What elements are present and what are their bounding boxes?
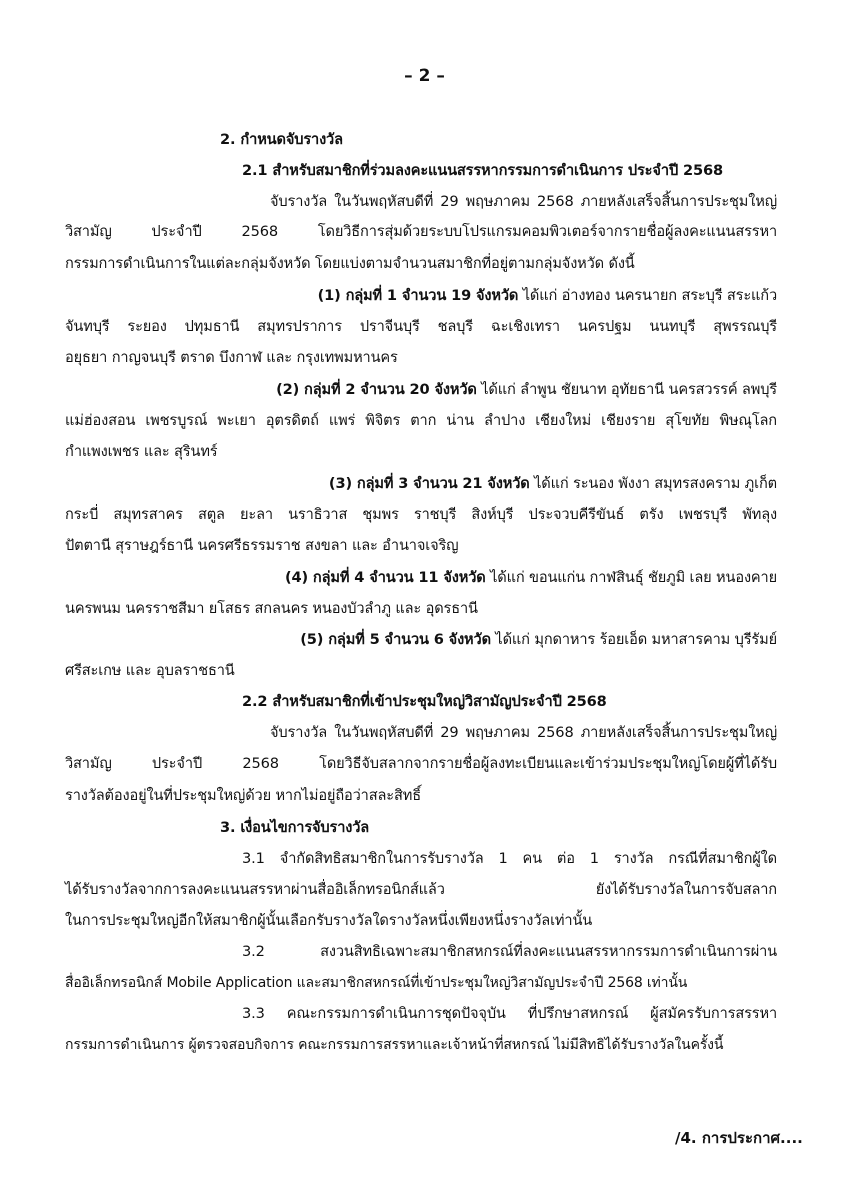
group-1-label: (1) กลุ่มที่ 1 จำนวน 19 จังหวัด (317, 287, 519, 304)
paragraph-line: จับรางวัล ในวันพฤหัสบดีที่ 29 พฤษภาคม 2568 ภายหลังเสร็จสิ้นการประชุมใหญ่ (270, 193, 777, 210)
paragraph-line: วิสามัญ ประจำปี 2568 โดยวิธีจับสลากจากรายชื่อผู้ลงทะเบียนและเข้าร่วมประชุมใหญ่โดยผู้ที่ได้รับ (65, 755, 777, 772)
paragraph-line: จับรางวัล ในวันพฤหัสบดีที่ 29 พฤษภาคม 2568 ภายหลังเสร็จสิ้นการประชุมใหญ่ (270, 724, 777, 741)
group-3-provinces: ได้แก่ ระนอง พังงา สมุทรสงคราม ภูเก็ต (529, 475, 777, 492)
province-line: นครพนม นครราชสีมา ยโสธร สกลนคร หนองบัวลำภู และ อุดรธานี (65, 600, 478, 617)
section-2-heading: 2. กำหนดจับรางวัล (220, 131, 343, 148)
group-3-label: (3) กลุ่มที่ 3 จำนวน 21 จังหวัด (328, 475, 530, 492)
paragraph-line: วิสามัญ ประจำปี 2568 โดยวิธีการสุ่มด้วยระบบโปรแกรมคอมพิวเตอร์จากรายชื่อผู้ลงคะแนนสรรหา (65, 223, 777, 240)
paragraph-line: ได้รับรางวัลจากการลงคะแนนสรรหาผ่านสื่ออิเล็กทรอนิกส์แล้ว ยังได้รับรางวัลในการจับสลาก (65, 881, 777, 898)
group-5-provinces: ได้แก่ มุกดาหาร ร้อยเอ็ด มหาสารคาม บุรีรัมย์ (490, 631, 777, 648)
province-line: กำแพงเพชร และ สุรินทร์ (65, 443, 218, 460)
section-2-2-heading: 2.2 สำหรับสมาชิกที่เข้าประชุมใหญ่วิสามัญประจำปี 2568 (242, 693, 607, 710)
group-2-label: (2) กลุ่มที่ 2 จำนวน 20 จังหวัด (276, 381, 477, 398)
paragraph-line: 3.2 สงวนสิทธิเฉพาะสมาชิกสหกรณ์ที่ลงคะแนนสรรหากรรมการดำเนินการผ่าน (242, 943, 777, 960)
group-4-label: (4) กลุ่มที่ 4 จำนวน 11 จังหวัด (284, 569, 486, 586)
group-4-first-line (262, 568, 777, 588)
section-3-heading: 3. เงื่อนไขการจับรางวัล (220, 819, 370, 836)
province-line: ศรีสะเกษ และ อุบลราชธานี (65, 662, 235, 679)
group-5-label: (5) กลุ่มที่ 5 จำนวน 6 จังหวัด (300, 631, 491, 648)
group-1-first-line (262, 286, 777, 306)
group-2-first-line (262, 380, 777, 400)
paragraph-line: 3.1 จำกัดสิทธิสมาชิกในการรับรางวัล 1 คน ต่อ 1 รางวัล กรณีที่สมาชิกผู้ใด (242, 850, 777, 867)
group-5-first-line (262, 630, 777, 650)
group-3-first-line (262, 474, 777, 494)
paragraph-line: กรรมการดำเนินการ ผู้ตรวจสอบกิจการ คณะกรรมการสรรหาและเจ้าหน้าที่สหกรณ์ ไม่มีสิทธิได้รับรางวัลในครั้งนี้ (65, 1037, 724, 1053)
group-4-provinces: ได้แก่ ขอนแก่น กาฬสินธุ์ ชัยภูมิ เลย หนองคาย (485, 569, 777, 586)
group-2-provinces: ได้แก่ ลำพูน ชัยนาท อุทัยธานี นครสวรรค์ ลพบุรี (476, 381, 777, 398)
province-line: อยุธยา กาญจนบุรี ตราด บึงกาฬ และ กรุงเทพมหานคร (65, 349, 398, 366)
paragraph-line: รางวัลต้องอยู่ในที่ประชุมใหญ่ด้วย หากไม่อยู่ถือว่าสละสิทธิ์ (65, 787, 421, 804)
page-number: – 2 – (404, 66, 445, 86)
province-line: กระบี่ สมุทรสาคร สตูล ยะลา นราธิวาส ชุมพร ราชบุรี สิงห์บุรี ประจวบคีรีขันธ์ ตรัง เพชรบุรี พัทลุง (65, 506, 777, 523)
paragraph-line: สื่ออิเล็กทรอนิกส์ Mobile Application และสมาชิกสหกรณ์ที่เข้าประชุมใหญ่วิสามัญประจำปี 2568 เท่านั้น (65, 975, 688, 991)
province-line: จันทบุรี ระยอง ปทุมธานี สมุทรปราการ ปราจีนบุรี ชลบุรี ฉะเชิงเทรา นครปฐม นนทบุรี สุพรรณบุรี (65, 318, 777, 335)
paragraph-line: 3.3 คณะกรรมการดำเนินการชุดปัจจุบัน ที่ปรึกษาสหกรณ์ ผู้สมัครรับการสรรหา (242, 1005, 777, 1022)
paragraph-line: กรรมการดำเนินการในแต่ละกลุ่มจังหวัด โดยแบ่งตามจำนวนสมาชิกที่อยู่ตามกลุ่มจังหวัด ดังนี้ (65, 255, 635, 272)
province-line: แม่ฮ่องสอน เพชรบูรณ์ พะเยา อุตรดิตถ์ แพร่ พิจิตร ตาก น่าน ลำปาง เชียงใหม่ เชียงราย สุโขทัย พิษณุโลก (65, 412, 777, 429)
paragraph-line: ในการประชุมใหญ่อีกให้สมาชิกผู้นั้นเลือกรับรางวัลใดรางวัลหนึ่งเพียงหนึ่งรางวัลเท่านั้น (65, 912, 593, 929)
group-1-provinces: ได้แก่ อ่างทอง นครนายก สระบุรี สระแก้ว (518, 287, 777, 304)
province-line: ปัตตานี สุราษฎร์ธานี นครศรีธรรมราช สงขลา และ อำนาจเจริญ (65, 537, 459, 554)
continuation-footer: /4. การประกาศ.... (675, 1129, 803, 1147)
section-2-1-heading: 2.1 สำหรับสมาชิกที่ร่วมลงคะแนนสรรหากรรมการดำเนินการ ประจำปี 2568 (242, 162, 724, 179)
